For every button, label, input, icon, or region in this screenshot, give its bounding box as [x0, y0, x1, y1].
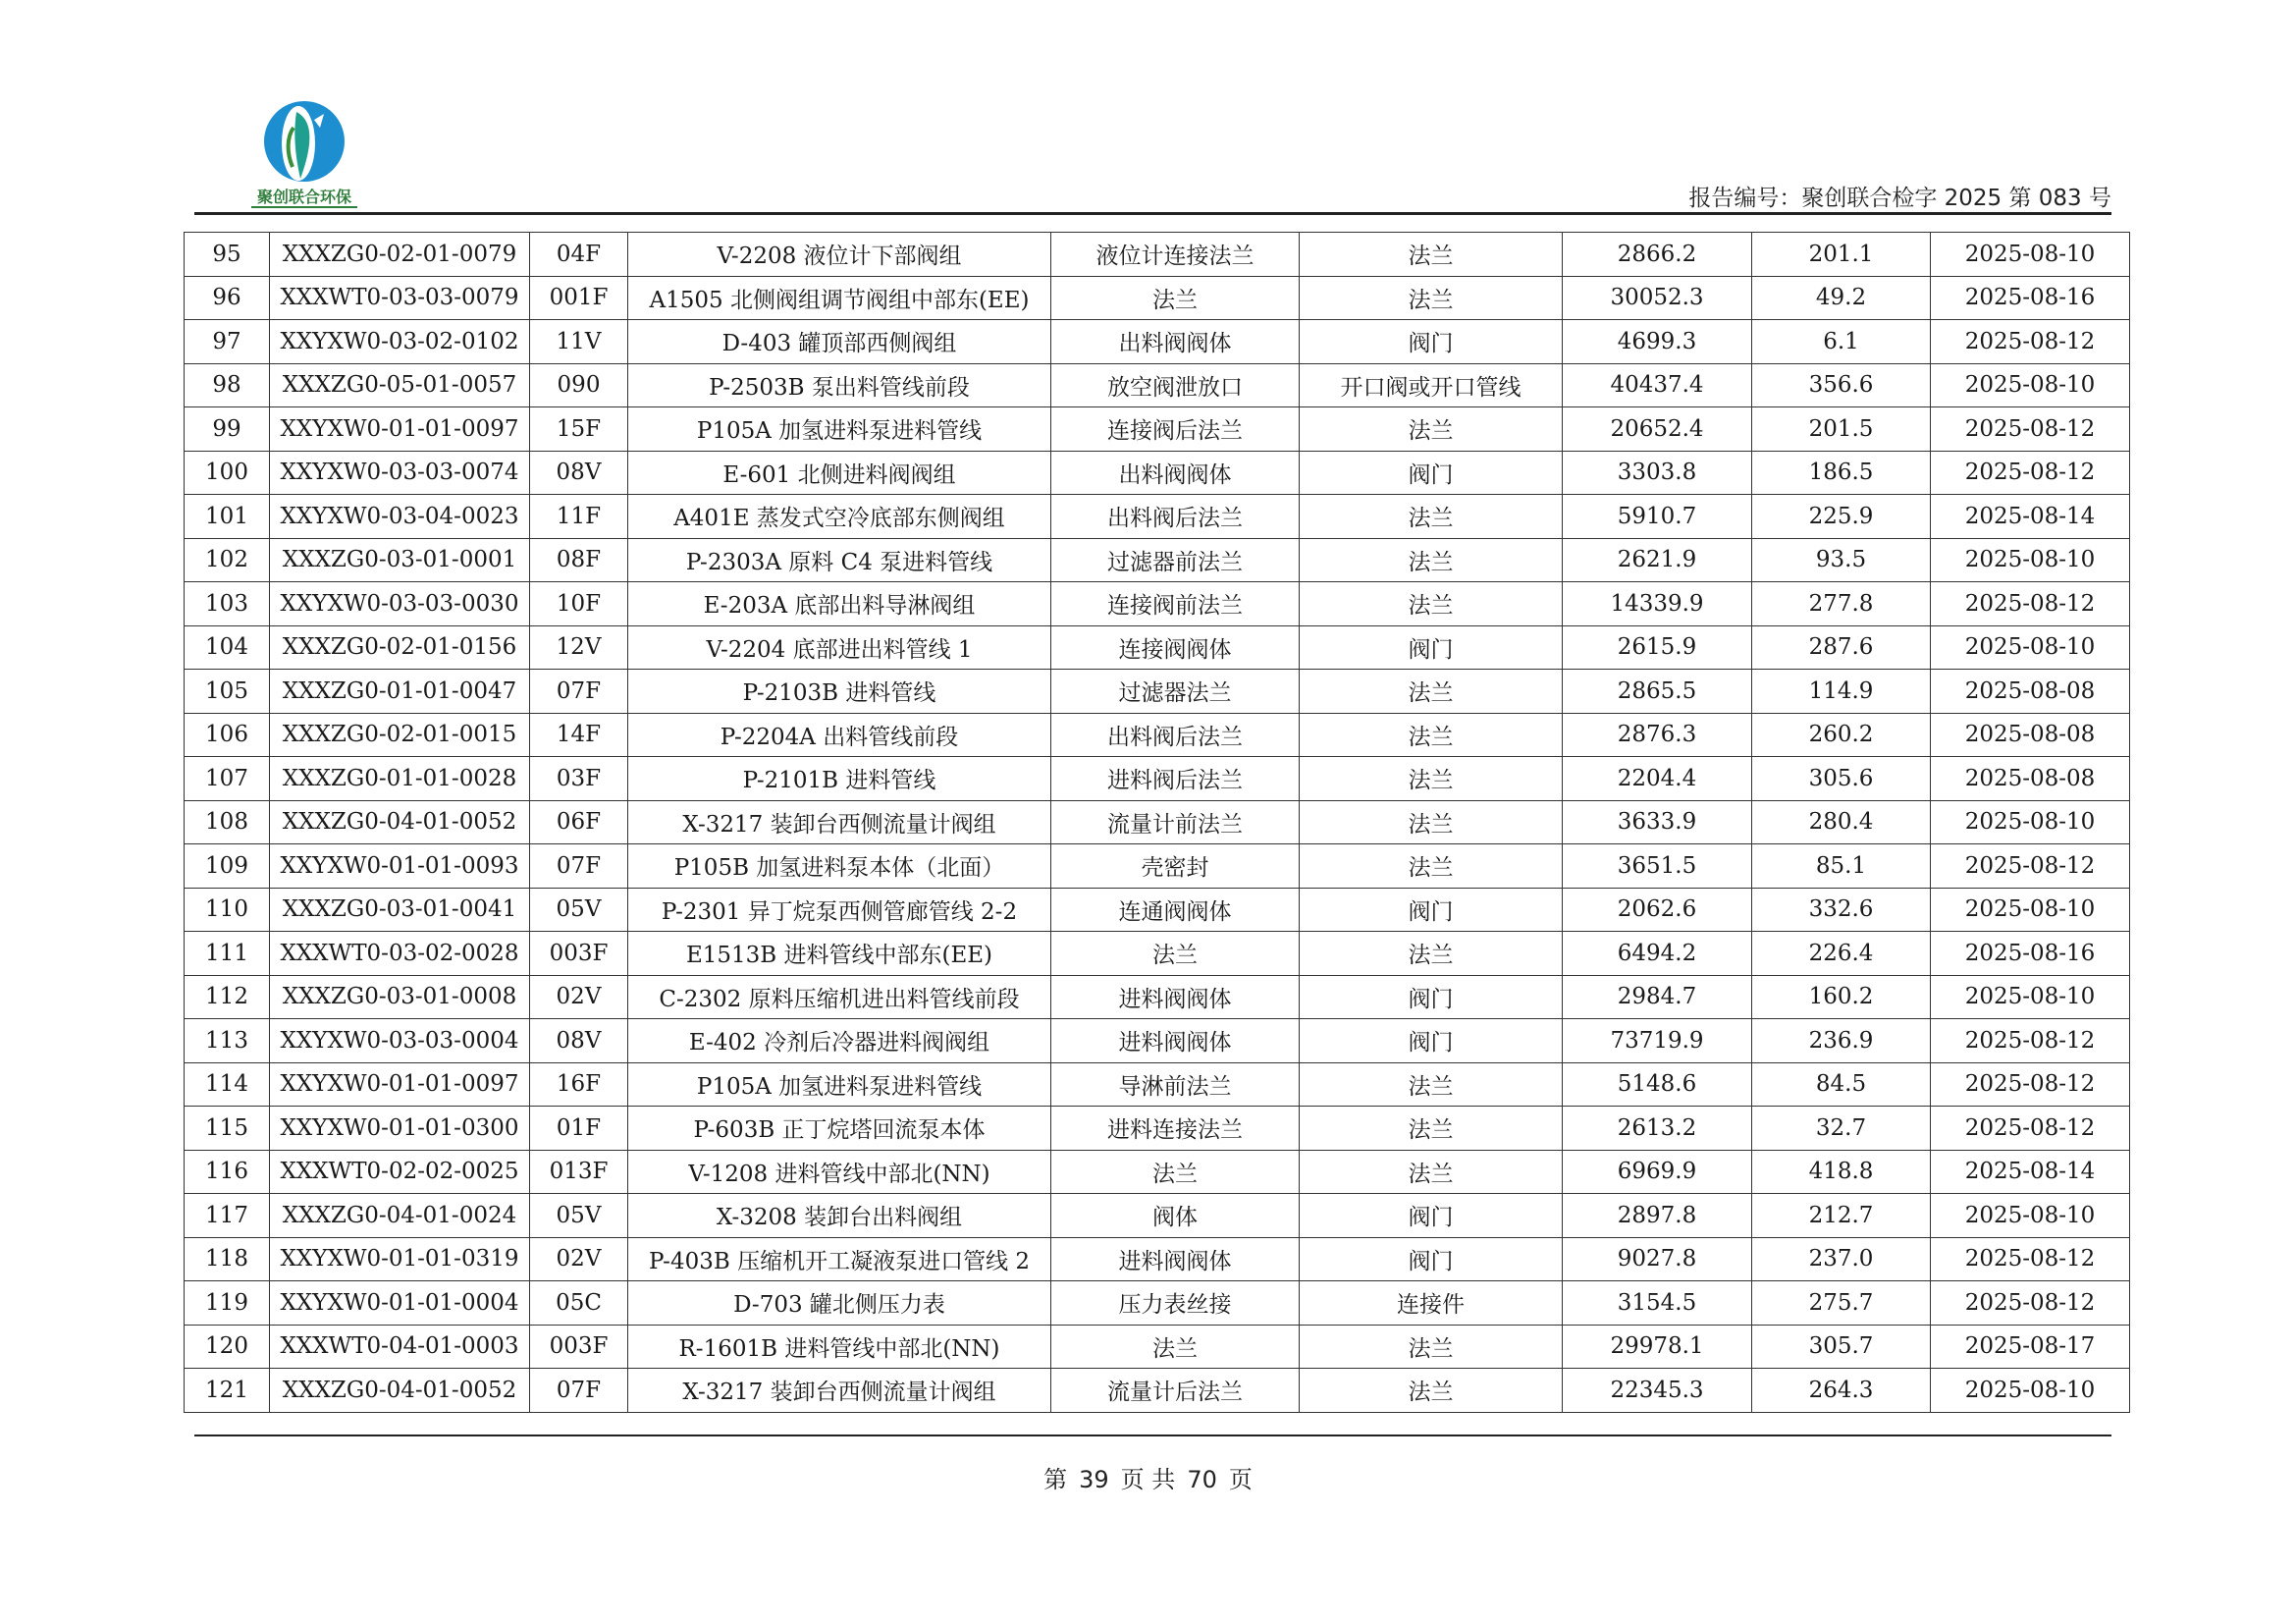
cell-part: 出料阀后法兰 — [1051, 495, 1300, 539]
cell-type: 法兰 — [1300, 582, 1563, 626]
cell-location: V-2208 液位计下部阀组 — [628, 233, 1051, 277]
cell-value: 30052.3 — [1563, 276, 1752, 320]
cell-type: 阀门 — [1300, 888, 1563, 932]
cell-part: 法兰 — [1051, 1325, 1300, 1369]
cell-code: XXXWT0-03-03-0079 — [270, 276, 530, 320]
cell-value: 6969.9 — [1563, 1150, 1752, 1194]
cell-code: XXYXW0-03-03-0030 — [270, 582, 530, 626]
cell-part: 放空阀泄放口 — [1051, 363, 1300, 407]
cell-background: 201.5 — [1752, 407, 1931, 452]
cell-point: 11V — [530, 320, 628, 364]
cell-background: 275.7 — [1752, 1281, 1931, 1326]
cell-date: 2025-08-14 — [1931, 1150, 2130, 1194]
cell-type: 法兰 — [1300, 1369, 1563, 1413]
cell-background: 49.2 — [1752, 276, 1931, 320]
cell-location: E-402 冷剂后冷器进料阀阀组 — [628, 1019, 1051, 1063]
table-body — [185, 233, 2130, 1413]
cell-type: 开口阀或开口管线 — [1300, 363, 1563, 407]
cell-part: 过滤器法兰 — [1051, 670, 1300, 714]
cell-part: 连通阀阀体 — [1051, 888, 1300, 932]
cell-index: 114 — [185, 1062, 270, 1107]
cell-date: 2025-08-14 — [1931, 495, 2130, 539]
cell-part: 阀体 — [1051, 1194, 1300, 1238]
cell-index: 103 — [185, 582, 270, 626]
cell-point: 14F — [530, 713, 628, 757]
cell-type: 阀门 — [1300, 451, 1563, 495]
cell-point: 003F — [530, 1325, 628, 1369]
cell-index: 102 — [185, 538, 270, 582]
page-current: 39 — [1079, 1466, 1109, 1493]
cell-type: 法兰 — [1300, 276, 1563, 320]
cell-location: A401E 蒸发式空冷底部东侧阀组 — [628, 495, 1051, 539]
cell-value: 3303.8 — [1563, 451, 1752, 495]
cell-type: 法兰 — [1300, 1062, 1563, 1107]
cell-part: 进料阀阀体 — [1051, 1019, 1300, 1063]
cell-date: 2025-08-10 — [1931, 975, 2130, 1019]
cell-part: 连接阀后法兰 — [1051, 407, 1300, 452]
cell-part: 液位计连接法兰 — [1051, 233, 1300, 277]
cell-part: 流量计后法兰 — [1051, 1369, 1300, 1413]
cell-location: V-2204 底部进出料管线 1 — [628, 625, 1051, 670]
cell-code: XXXZG0-02-01-0079 — [270, 233, 530, 277]
cell-index: 108 — [185, 800, 270, 844]
page-total: 70 — [1187, 1466, 1217, 1493]
cell-point: 02V — [530, 975, 628, 1019]
cell-part: 进料阀阀体 — [1051, 975, 1300, 1019]
page-label-prefix: 第 — [1043, 1466, 1068, 1493]
cell-value: 3633.9 — [1563, 800, 1752, 844]
cell-type: 法兰 — [1300, 757, 1563, 801]
cell-value: 2866.2 — [1563, 233, 1752, 277]
cell-value: 2876.3 — [1563, 713, 1752, 757]
cell-value: 73719.9 — [1563, 1019, 1752, 1063]
cell-type: 阀门 — [1300, 1019, 1563, 1063]
cell-value: 20652.4 — [1563, 407, 1752, 452]
cell-date: 2025-08-10 — [1931, 625, 2130, 670]
cell-point: 08V — [530, 451, 628, 495]
table-row — [185, 1150, 2130, 1194]
cell-index: 120 — [185, 1325, 270, 1369]
cell-value: 3154.5 — [1563, 1281, 1752, 1326]
cell-background: 305.7 — [1752, 1325, 1931, 1369]
table-row — [185, 757, 2130, 801]
cell-background: 225.9 — [1752, 495, 1931, 539]
cell-date: 2025-08-12 — [1931, 844, 2130, 889]
cell-location: P-2101B 进料管线 — [628, 757, 1051, 801]
cell-index: 121 — [185, 1369, 270, 1413]
cell-part: 流量计前法兰 — [1051, 800, 1300, 844]
cell-type: 法兰 — [1300, 1325, 1563, 1369]
cell-date: 2025-08-16 — [1931, 276, 2130, 320]
cell-type: 法兰 — [1300, 800, 1563, 844]
cell-value: 6494.2 — [1563, 932, 1752, 976]
cell-point: 07F — [530, 670, 628, 714]
report-number: 报告编号：聚创联合检字 2025 第 083 号 — [1688, 186, 2111, 211]
cell-date: 2025-08-08 — [1931, 713, 2130, 757]
page-label-suffix: 页 — [1228, 1466, 1253, 1493]
cell-code: XXYXW0-01-01-0097 — [270, 1062, 530, 1107]
cell-background: 6.1 — [1752, 320, 1931, 364]
table-row — [185, 233, 2130, 277]
table-row — [185, 1369, 2130, 1413]
cell-code: XXYXW0-03-04-0023 — [270, 495, 530, 539]
cell-code: XXYXW0-03-03-0074 — [270, 451, 530, 495]
cell-background: 201.1 — [1752, 233, 1931, 277]
cell-value: 2621.9 — [1563, 538, 1752, 582]
cell-part: 法兰 — [1051, 276, 1300, 320]
cell-date: 2025-08-10 — [1931, 538, 2130, 582]
cell-code: XXXZG0-01-01-0047 — [270, 670, 530, 714]
cell-index: 113 — [185, 1019, 270, 1063]
cell-type: 阀门 — [1300, 1237, 1563, 1281]
table-row — [185, 451, 2130, 495]
cell-background: 356.6 — [1752, 363, 1931, 407]
cell-part: 出料阀阀体 — [1051, 320, 1300, 364]
cell-type: 法兰 — [1300, 1150, 1563, 1194]
cell-type: 阀门 — [1300, 625, 1563, 670]
cell-code: XXXWT0-04-01-0003 — [270, 1325, 530, 1369]
cell-location: P105B 加氢进料泵本体（北面） — [628, 844, 1051, 889]
table-row — [185, 495, 2130, 539]
cell-type: 法兰 — [1300, 932, 1563, 976]
cell-type: 法兰 — [1300, 407, 1563, 452]
cell-location: P-2301 异丁烷泵西侧管廊管线 2-2 — [628, 888, 1051, 932]
cell-date: 2025-08-10 — [1931, 1369, 2130, 1413]
cell-point: 001F — [530, 276, 628, 320]
cell-value: 14339.9 — [1563, 582, 1752, 626]
logo-text: 聚创联合环保 — [256, 188, 352, 206]
cell-code: XXYXW0-01-01-0004 — [270, 1281, 530, 1326]
cell-type: 法兰 — [1300, 538, 1563, 582]
cell-index: 106 — [185, 713, 270, 757]
cell-point: 01F — [530, 1107, 628, 1151]
cell-value: 2615.9 — [1563, 625, 1752, 670]
table-row — [185, 670, 2130, 714]
cell-value: 9027.8 — [1563, 1237, 1752, 1281]
cell-date: 2025-08-12 — [1931, 582, 2130, 626]
cell-location: E-601 北侧进料阀阀组 — [628, 451, 1051, 495]
cell-date: 2025-08-10 — [1931, 888, 2130, 932]
cell-code: XXXZG0-02-01-0156 — [270, 625, 530, 670]
cell-code: XXXZG0-04-01-0052 — [270, 800, 530, 844]
table-row — [185, 888, 2130, 932]
cell-index: 98 — [185, 363, 270, 407]
cell-point: 05V — [530, 888, 628, 932]
cell-index: 115 — [185, 1107, 270, 1151]
footer-divider — [194, 1435, 2111, 1436]
cell-background: 84.5 — [1752, 1062, 1931, 1107]
cell-location: E-203A 底部出料导淋阀组 — [628, 582, 1051, 626]
cell-type: 法兰 — [1300, 1107, 1563, 1151]
cell-part: 壳密封 — [1051, 844, 1300, 889]
cell-location: P-403B 压缩机开工凝液泵进口管线 2 — [628, 1237, 1051, 1281]
cell-part: 连接阀阀体 — [1051, 625, 1300, 670]
cell-index: 104 — [185, 625, 270, 670]
cell-value: 2204.4 — [1563, 757, 1752, 801]
cell-part: 进料阀后法兰 — [1051, 757, 1300, 801]
cell-location: D-703 罐北侧压力表 — [628, 1281, 1051, 1326]
table-row — [185, 1194, 2130, 1238]
cell-location: V-1208 进料管线中部北(NN) — [628, 1150, 1051, 1194]
cell-date: 2025-08-10 — [1931, 800, 2130, 844]
cell-type: 阀门 — [1300, 320, 1563, 364]
cell-background: 418.8 — [1752, 1150, 1931, 1194]
cell-index: 97 — [185, 320, 270, 364]
cell-code: XXXZG0-04-01-0024 — [270, 1194, 530, 1238]
cell-index: 117 — [185, 1194, 270, 1238]
cell-code: XXYXW0-01-01-0319 — [270, 1237, 530, 1281]
cell-background: 114.9 — [1752, 670, 1931, 714]
cell-value: 2865.5 — [1563, 670, 1752, 714]
cell-code: XXXZG0-05-01-0057 — [270, 363, 530, 407]
cell-point: 15F — [530, 407, 628, 452]
cell-code: XXXZG0-03-01-0001 — [270, 538, 530, 582]
cell-code: XXXZG0-04-01-0052 — [270, 1369, 530, 1413]
table-row — [185, 625, 2130, 670]
cell-code: XXXZG0-01-01-0028 — [270, 757, 530, 801]
table-row — [185, 932, 2130, 976]
cell-index: 95 — [185, 233, 270, 277]
cell-background: 264.3 — [1752, 1369, 1931, 1413]
cell-date: 2025-08-17 — [1931, 1325, 2130, 1369]
cell-code: XXYXW0-01-01-0093 — [270, 844, 530, 889]
cell-background: 226.4 — [1752, 932, 1931, 976]
cell-index: 118 — [185, 1237, 270, 1281]
cell-background: 277.8 — [1752, 582, 1931, 626]
cell-location: X-3208 装卸台出料阀组 — [628, 1194, 1051, 1238]
cell-value: 2984.7 — [1563, 975, 1752, 1019]
cell-part: 连接阀前法兰 — [1051, 582, 1300, 626]
cell-value: 4699.3 — [1563, 320, 1752, 364]
cell-index: 111 — [185, 932, 270, 976]
cell-point: 05V — [530, 1194, 628, 1238]
cell-index: 105 — [185, 670, 270, 714]
cell-type: 法兰 — [1300, 713, 1563, 757]
cell-point: 16F — [530, 1062, 628, 1107]
cell-date: 2025-08-12 — [1931, 1107, 2130, 1151]
cell-background: 212.7 — [1752, 1194, 1931, 1238]
cell-value: 5148.6 — [1563, 1062, 1752, 1107]
cell-date: 2025-08-10 — [1931, 1194, 2130, 1238]
cell-point: 08F — [530, 538, 628, 582]
cell-index: 119 — [185, 1281, 270, 1326]
cell-date: 2025-08-12 — [1931, 1281, 2130, 1326]
cell-part: 进料连接法兰 — [1051, 1107, 1300, 1151]
cell-point: 10F — [530, 582, 628, 626]
cell-value: 3651.5 — [1563, 844, 1752, 889]
cell-location: A1505 北侧阀组调节阀组中部东(EE) — [628, 276, 1051, 320]
cell-background: 260.2 — [1752, 713, 1931, 757]
cell-index: 110 — [185, 888, 270, 932]
cell-type: 法兰 — [1300, 844, 1563, 889]
cell-index: 99 — [185, 407, 270, 452]
cell-background: 237.0 — [1752, 1237, 1931, 1281]
cell-type: 法兰 — [1300, 670, 1563, 714]
header-divider — [194, 212, 2111, 215]
cell-index: 112 — [185, 975, 270, 1019]
cell-background: 93.5 — [1752, 538, 1931, 582]
table-row — [185, 1062, 2130, 1107]
table-row — [185, 407, 2130, 452]
cell-location: P-2303A 原料 C4 泵进料管线 — [628, 538, 1051, 582]
cell-location: P-2103B 进料管线 — [628, 670, 1051, 714]
inspection-table — [184, 232, 2130, 1413]
cell-location: X-3217 装卸台西侧流量计阀组 — [628, 1369, 1051, 1413]
cell-code: XXXWT0-02-02-0025 — [270, 1150, 530, 1194]
cell-date: 2025-08-12 — [1931, 451, 2130, 495]
cell-date: 2025-08-08 — [1931, 670, 2130, 714]
cell-date: 2025-08-10 — [1931, 233, 2130, 277]
page-label-mid: 页 共 — [1120, 1466, 1176, 1493]
cell-code: XXYXW0-03-02-0102 — [270, 320, 530, 364]
cell-code: XXXZG0-02-01-0015 — [270, 713, 530, 757]
table-row — [185, 844, 2130, 889]
cell-part: 出料阀阀体 — [1051, 451, 1300, 495]
cell-location: E1513B 进料管线中部东(EE) — [628, 932, 1051, 976]
cell-location: C-2302 原料压缩机进出料管线前段 — [628, 975, 1051, 1019]
cell-index: 107 — [185, 757, 270, 801]
cell-background: 287.6 — [1752, 625, 1931, 670]
cell-location: P-2503B 泵出料管线前段 — [628, 363, 1051, 407]
cell-value: 2062.6 — [1563, 888, 1752, 932]
cell-part: 过滤器前法兰 — [1051, 538, 1300, 582]
cell-code: XXYXW0-03-03-0004 — [270, 1019, 530, 1063]
table-row — [185, 800, 2130, 844]
cell-type: 法兰 — [1300, 233, 1563, 277]
cell-location: X-3217 装卸台西侧流量计阀组 — [628, 800, 1051, 844]
cell-part: 导淋前法兰 — [1051, 1062, 1300, 1107]
cell-type: 阀门 — [1300, 975, 1563, 1019]
cell-part: 法兰 — [1051, 932, 1300, 976]
table-row — [185, 276, 2130, 320]
cell-point: 06F — [530, 800, 628, 844]
cell-background: 305.6 — [1752, 757, 1931, 801]
cell-date: 2025-08-12 — [1931, 320, 2130, 364]
cell-background: 332.6 — [1752, 888, 1931, 932]
cell-background: 32.7 — [1752, 1107, 1931, 1151]
cell-index: 101 — [185, 495, 270, 539]
cell-point: 05C — [530, 1281, 628, 1326]
cell-background: 186.5 — [1752, 451, 1931, 495]
cell-index: 109 — [185, 844, 270, 889]
cell-location: P105A 加氢进料泵进料管线 — [628, 407, 1051, 452]
cell-point: 07F — [530, 844, 628, 889]
cell-value: 29978.1 — [1563, 1325, 1752, 1369]
cell-date: 2025-08-12 — [1931, 1019, 2130, 1063]
cell-value: 40437.4 — [1563, 363, 1752, 407]
table-row — [185, 582, 2130, 626]
cell-date: 2025-08-12 — [1931, 407, 2130, 452]
cell-point: 03F — [530, 757, 628, 801]
cell-location: P-2204A 出料管线前段 — [628, 713, 1051, 757]
cell-code: XXYXW0-01-01-0097 — [270, 407, 530, 452]
cell-location: D-403 罐顶部西侧阀组 — [628, 320, 1051, 364]
company-logo — [245, 98, 363, 212]
table-row — [185, 320, 2130, 364]
cell-part: 进料阀阀体 — [1051, 1237, 1300, 1281]
cell-background: 160.2 — [1752, 975, 1931, 1019]
cell-background: 236.9 — [1752, 1019, 1931, 1063]
table-row — [185, 1325, 2130, 1369]
cell-part: 法兰 — [1051, 1150, 1300, 1194]
cell-point: 013F — [530, 1150, 628, 1194]
table-row — [185, 975, 2130, 1019]
cell-code: XXXZG0-03-01-0008 — [270, 975, 530, 1019]
cell-date: 2025-08-16 — [1931, 932, 2130, 976]
cell-index: 96 — [185, 276, 270, 320]
logo-emblem — [245, 98, 363, 212]
cell-point: 11F — [530, 495, 628, 539]
cell-background: 280.4 — [1752, 800, 1931, 844]
cell-type: 法兰 — [1300, 495, 1563, 539]
cell-value: 2897.8 — [1563, 1194, 1752, 1238]
table-row — [185, 1019, 2130, 1063]
cell-point: 07F — [530, 1369, 628, 1413]
cell-part: 出料阀后法兰 — [1051, 713, 1300, 757]
cell-date: 2025-08-08 — [1931, 757, 2130, 801]
cell-code: XXYXW0-01-01-0300 — [270, 1107, 530, 1151]
cell-type: 阀门 — [1300, 1194, 1563, 1238]
cell-code: XXXZG0-03-01-0041 — [270, 888, 530, 932]
table-row — [185, 1237, 2130, 1281]
cell-point: 12V — [530, 625, 628, 670]
cell-index: 100 — [185, 451, 270, 495]
cell-type: 连接件 — [1300, 1281, 1563, 1326]
table-row — [185, 1107, 2130, 1151]
cell-location: R-1601B 进料管线中部北(NN) — [628, 1325, 1051, 1369]
cell-date: 2025-08-12 — [1931, 1237, 2130, 1281]
page-footer — [0, 1460, 2296, 1494]
cell-part: 压力表丝接 — [1051, 1281, 1300, 1326]
cell-location: P105A 加氢进料泵进料管线 — [628, 1062, 1051, 1107]
cell-date: 2025-08-10 — [1931, 363, 2130, 407]
table-row — [185, 713, 2130, 757]
cell-code: XXXWT0-03-02-0028 — [270, 932, 530, 976]
cell-date: 2025-08-12 — [1931, 1062, 2130, 1107]
cell-value: 5910.7 — [1563, 495, 1752, 539]
table-row — [185, 363, 2130, 407]
cell-point: 003F — [530, 932, 628, 976]
cell-index: 116 — [185, 1150, 270, 1194]
cell-background: 85.1 — [1752, 844, 1931, 889]
cell-value: 2613.2 — [1563, 1107, 1752, 1151]
cell-point: 090 — [530, 363, 628, 407]
cell-point: 02V — [530, 1237, 628, 1281]
cell-location: P-603B 正丁烷塔回流泵本体 — [628, 1107, 1051, 1151]
table-row — [185, 1281, 2130, 1326]
cell-point: 08V — [530, 1019, 628, 1063]
table-row — [185, 538, 2130, 582]
cell-value: 22345.3 — [1563, 1369, 1752, 1413]
cell-point: 04F — [530, 233, 628, 277]
